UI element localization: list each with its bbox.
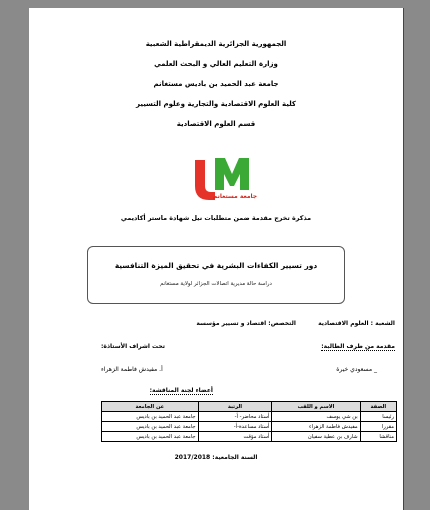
jury-header-rank: الرتبة bbox=[198, 402, 272, 412]
jury-cell-role: رئيسا bbox=[360, 412, 396, 422]
header-department: قسم العلوم الاقتصادية bbox=[176, 120, 256, 128]
table-row bbox=[102, 422, 397, 432]
header-republic: الجمهورية الجزائرية الديمقراطية الشعبية bbox=[145, 40, 287, 48]
memo-line: مذكرة تخرج مقدمة ضمن متطلبات نيل شهادة ماستر أكاديمي bbox=[120, 214, 312, 222]
jury-cell-university: جامعة عبد الحميد بن باديس bbox=[102, 432, 199, 442]
jury-cell-name: شارف بن عطية سفيان bbox=[272, 432, 360, 442]
document-sheet bbox=[28, 8, 404, 510]
table-row bbox=[102, 412, 397, 422]
title-box bbox=[87, 246, 345, 304]
specialty-value: اقتصاد و تسيير مؤسسة bbox=[196, 320, 267, 327]
table-row bbox=[102, 432, 397, 442]
specialty-label: التخصص: bbox=[268, 320, 296, 327]
student-name: _ مسعودي خيرة bbox=[336, 366, 377, 373]
header-faculty: كلية العلوم الاقتصادية والتجارية وعلوم التسيير bbox=[135, 100, 296, 108]
student-label: مقدمة من طرف الطالبة: bbox=[321, 343, 395, 350]
university-logo bbox=[193, 156, 258, 204]
jury-cell-role: مناقشا bbox=[360, 432, 396, 442]
supervisor-label: تحت اشراف الأستاذة: bbox=[101, 343, 165, 350]
jury-cell-rank: أستاذ محاضر- أ- bbox=[198, 412, 272, 422]
jury-cell-rank: أستاذ مساعدة-أ- bbox=[198, 422, 272, 432]
jury-cell-university: جامعة عبد الحميد بن باديس bbox=[102, 422, 199, 432]
logo-arabic-text: جامعة مستغانم bbox=[212, 193, 258, 200]
header-university: جامعة عبد الحميد بن باديس مستغانم bbox=[153, 80, 279, 88]
thesis-title: دور تسيير الكفاءات البشرية في تحقيق الميزة التنافسية bbox=[114, 261, 318, 270]
jury-cell-university: جامعة عبد الحميد بن باديس bbox=[102, 412, 199, 422]
jury-header-role: الصفة bbox=[360, 402, 396, 412]
jury-cell-name: بن شي يوسف bbox=[272, 412, 360, 422]
jury-header-university: عن الجامعة bbox=[102, 402, 199, 412]
branch-value: العلوم الاقتصادية bbox=[318, 320, 369, 327]
jury-cell-rank: أستاذ مؤقت bbox=[198, 432, 272, 442]
thesis-subtitle: دراسة حالة مديرية اتصالات الجزائر لولاية مستغانم bbox=[160, 281, 272, 287]
jury-header-row bbox=[102, 402, 397, 412]
jury-table bbox=[101, 401, 397, 442]
jury-cell-name: مفيدش فاطمة الزهراء bbox=[272, 422, 360, 432]
jury-cell-role: مقررا bbox=[360, 422, 396, 432]
logo-letter-m bbox=[215, 158, 249, 190]
academic-year: السنة الجامعية: 2017/2018 bbox=[174, 454, 258, 461]
branch-label: الشعبة : bbox=[370, 320, 395, 327]
jury-label: أعضاء لجنة المناقشة: bbox=[149, 387, 213, 394]
cover-page bbox=[29, 8, 403, 510]
header-ministry: وزارة التعليم العالي و البحث العلمي bbox=[154, 60, 278, 68]
supervisor-name: أ. مفيدش فاطمة الزهراء bbox=[101, 366, 163, 373]
jury-header-name: الاسم و اللقب bbox=[272, 402, 360, 412]
branch-line bbox=[196, 320, 395, 327]
